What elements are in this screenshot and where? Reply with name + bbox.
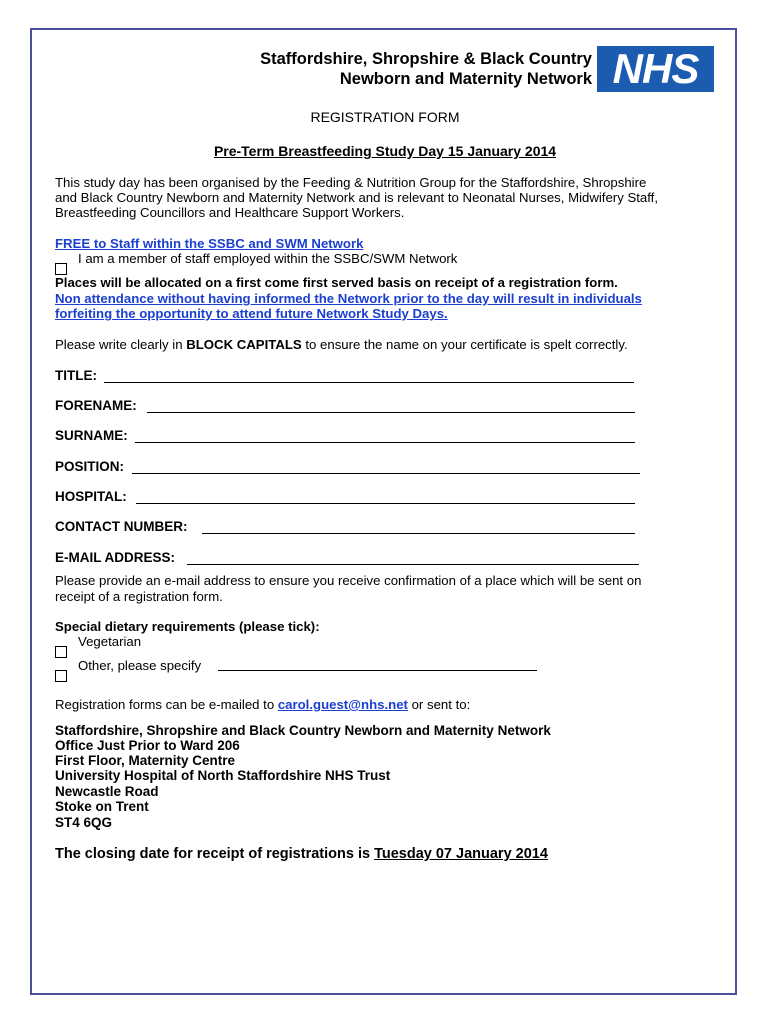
org-name-line-2: Newborn and Maternity Network — [339, 70, 592, 88]
address-line-4: University Hospital of North Staffordshire NHS Trust — [55, 768, 391, 783]
other-diet-field[interactable] — [218, 670, 537, 671]
other-diet-label: Other, please specify — [78, 658, 202, 673]
intro-line-1: This study day has been organised by the Feeding & Nutrition Group for the Staffordshire, Shropshire — [55, 175, 647, 190]
vegetarian-checkbox[interactable] — [55, 646, 67, 658]
hospital-field[interactable] — [136, 503, 635, 504]
submission-after: or sent to: — [407, 697, 471, 712]
vegetarian-label: Vegetarian — [78, 634, 142, 649]
contact-number-field[interactable] — [202, 533, 635, 534]
intro-line-2: and Black Country Newborn and Maternity Network and is relevant to Neonatal Nurses, Midwifery Staff, — [55, 190, 658, 205]
capitals-notice-bold: BLOCK CAPITALS — [186, 337, 302, 352]
nhs-logo: NHS — [597, 46, 714, 92]
email-label: E-MAIL ADDRESS: — [55, 550, 176, 565]
address-line-5: Newcastle Road — [55, 784, 159, 799]
position-field[interactable] — [132, 473, 640, 474]
address-line-2: Office Just Prior to Ward 206 — [55, 738, 240, 753]
free-notice-link[interactable]: FREE to Staff within the SSBC and SWM Network — [55, 236, 364, 251]
event-title: Pre-Term Breastfeeding Study Day 15 January 2014 — [213, 143, 557, 159]
address-postcode: ST4 6QG — [55, 815, 113, 830]
position-label: POSITION: — [55, 459, 125, 474]
submission-notice — [55, 697, 715, 713]
contact-number-label: CONTACT NUMBER: — [55, 519, 188, 534]
address-line-1: Staffordshire, Shropshire and Black Country Newborn and Maternity Network — [55, 723, 551, 738]
surname-label: SURNAME: — [55, 428, 128, 443]
closing-date-notice — [55, 846, 548, 862]
surname-field[interactable] — [135, 442, 635, 443]
forename-label: FORENAME: — [55, 398, 137, 413]
email-notice-line-1: Please provide an e-mail address to ensure you receive confirmation of a place which will be sent on — [55, 573, 642, 588]
non-attendance-line-2[interactable]: forfeiting the opportunity to attend future Network Study Days. — [55, 306, 448, 321]
title-field[interactable] — [104, 382, 634, 383]
address-line-6: Stoke on Trent — [55, 799, 149, 814]
intro-line-3: Breastfeeding Councillors and Healthcare Support Workers. — [55, 205, 405, 220]
staff-member-label: I am a member of staff employed within the SSBC/SWM Network — [78, 251, 458, 266]
staff-member-checkbox[interactable] — [55, 263, 67, 275]
form-title: REGISTRATION FORM — [310, 109, 460, 125]
capitals-notice — [55, 337, 715, 353]
capitals-notice-after: to ensure the name on your certificate is spelt correctly. — [301, 337, 628, 352]
other-diet-checkbox[interactable] — [55, 670, 67, 682]
places-notice: Places will be allocated on a first come first served basis on receipt of a registration form. — [55, 275, 618, 290]
hospital-label: HOSPITAL: — [55, 489, 127, 504]
capitals-notice-before: Please write clearly in — [55, 337, 187, 352]
closing-before: The closing date for receipt of registrations is — [55, 846, 375, 862]
contact-email-link[interactable]: carol.guest@nhs.net — [277, 697, 408, 712]
non-attendance-line-1[interactable]: Non attendance without having informed the Network prior to the day will result in individuals — [55, 291, 642, 306]
submission-before: Registration forms can be e-mailed to — [55, 697, 278, 712]
dietary-heading: Special dietary requirements (please tick): — [55, 619, 320, 634]
email-notice-line-2: receipt of a registration form. — [55, 589, 223, 604]
address-line-3: First Floor, Maternity Centre — [55, 753, 236, 768]
org-name-line-1: Staffordshire, Shropshire & Black Country — [260, 50, 592, 68]
forename-field[interactable] — [147, 412, 635, 413]
title-label: TITLE: — [55, 368, 97, 383]
closing-date: Tuesday 07 January 2014 — [374, 846, 548, 862]
email-field[interactable] — [187, 564, 639, 565]
